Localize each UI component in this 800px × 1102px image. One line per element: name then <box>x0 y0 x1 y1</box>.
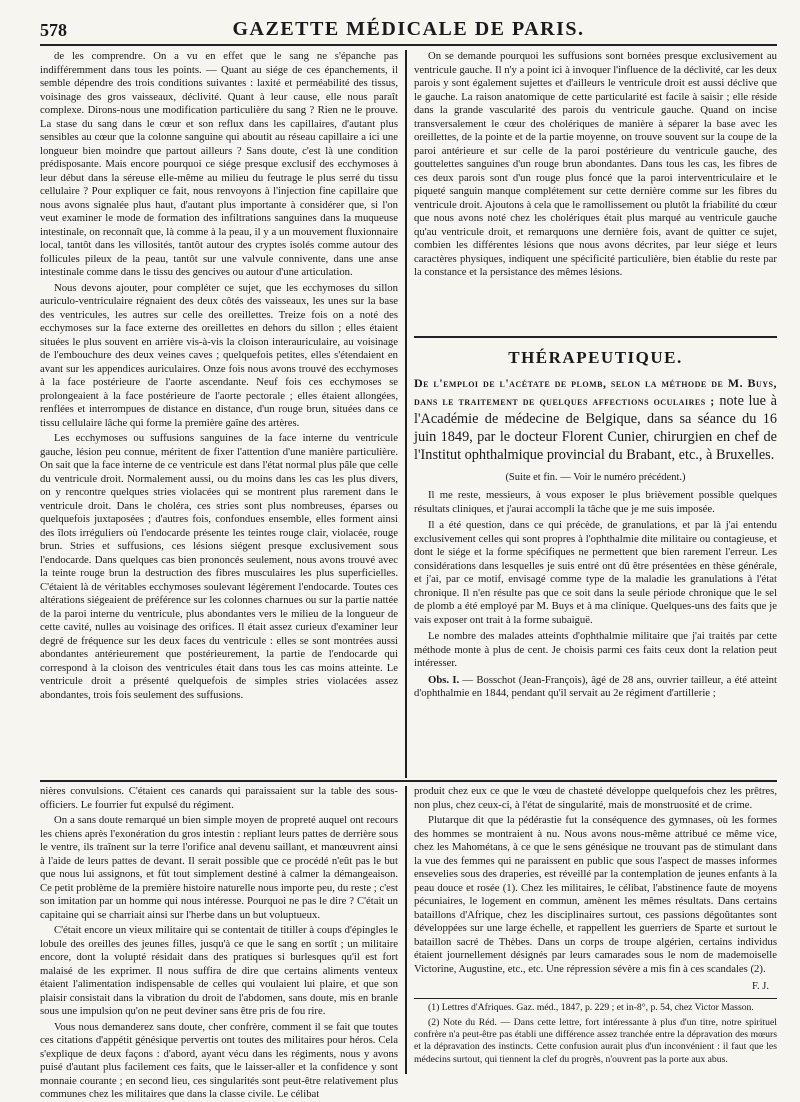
top-left-column <box>40 50 398 780</box>
article-title-rest: note lue à l'Académie de médecine de Belgique, dans sa séance du 16 juin 1849, par le docteur Florent Cunier, chirurgien en chef de l'Institut ophthalmique provincial du Brabant, etc., à Bruxelles. <box>414 393 777 463</box>
column-divider <box>405 50 407 778</box>
continuation-note: (Suite et fin. — Voir le numéro précédent.) <box>505 472 686 483</box>
observation-label: Obs. I. <box>428 673 460 686</box>
top-right-column <box>414 50 777 330</box>
footnote-rule <box>414 998 777 999</box>
page-header <box>40 14 777 46</box>
footnote: (2) Note du Réd. — Dans cette lettre, fort intéressante à plus d'un titre, notre spirituel confrère n'a peut-être pas établi une différence assez tranchée entre la dépravation des mœurs et la dépravation des instincts. Cette confusion aurait plus d'un inconvénient : il faut que les médecins surtout, qui tiennent la clef du progrès, n'ouvrent pas la porte aux abus. <box>414 1016 777 1065</box>
journal-title: GAZETTE MÉDICALE DE PARIS. <box>232 18 585 40</box>
observation <box>414 674 777 701</box>
paragraph: C'était encore un vieux militaire qui se contentait de titiller à coups d'épingles le lobule des oreilles des jeunes filles, jusqu'à ce que le sang en sortît ; un militaire encore, dont la volupté résidait dans des pratiques si burlesques qu'il est fort malaisé de les exprimer. Il nous suffira de dire que certains aliments venteux étaient l'alimentation indispensable de celles qui voulaient lui plaire, et que son plaisir consistait dans la vibration du droit de l'abdomen, sans doute, mis en branle sous une impulsion qu'on ne peut deviner sans être pris de fou rire. <box>40 924 398 1017</box>
column-divider <box>405 786 407 1074</box>
paragraph: On a sans doute remarqué un bien simple moyen de propreté auquel ont recours les chiens après l'exonération du gros intestin : repliant leurs pattes de derrière sous le ventre, ils traînent sur la terre l'orifice anal devenu saillant, et manœuvrent ainsi à l'aide de leurs pattes de devant. Il serait possible que ce procédé n'eût pas le but que nous lui assignons, et fût tout simplement destiné à calmer la démangeaison. Ce petit problème de la première histoire naturelle nous importe peu, du reste ; c'est son imitation par un homme qui nous intéresse. Pourquoi ne pas le dire ? C'était un capitaine qui se charriait ainsi sur l'herbe dans un but voluptueux. <box>40 814 398 921</box>
paragraph: On se demande pourquoi les suffusions sont bornées presque exclusivement au ventricule gauche. Il n'y a point ici à invoquer l'influence de la déclivité, car les deux parois y sont également sujettes et d'ailleurs le ventricule droit est aussi déclive que le gauche. La raison anatomique de cette particularité est facile à saisir ; elle réside dans la grande vascularité des parois du ventricule gauche. Quand on incise transversalement le cœur des cholériques de manière à séparer la base avec les oreillettes, de la pointe et de la partie moyenne, on trouve souvent sur la coupe de la paroi antérieure et sur celle de la paroi postérieure du ventricule gauche, des gouttelettes sanguines d'un rouge brun abondantes. Dans tous les cas, les fibres de ces deux parois sont d'un rouge plus foncé que la paroi interventriculaire et le piqueté sanguin manque complétement sur cette dernière comme sur les fibres du ventricule droit. Ajoutons à cela que le ramollissement ou plutôt la friabilité du cœur que nous avons noté chez les cholériques était plus marqué au ventricule gauche qu'au ventricule droit, et remarquons une dernière fois, avant de quitter ce sujet, combien les différentes lésions que nous avons décrites, par leur siége et leurs caractères physiques, indiquent une spécificité particulière, bien établie du reste par la constance et la persistance des mêmes lésions. <box>414 50 777 278</box>
paragraph: produit chez eux ce que le vœu de chasteté développe quelquefois chez les prêtres, non plus, chez ceux-ci, à l'état de singularité, mais de monstruosité et de crime. <box>414 785 777 811</box>
therapeutics-article <box>414 342 777 778</box>
page-divider <box>40 780 777 782</box>
article-title <box>414 374 777 464</box>
page-number: 578 <box>40 20 67 40</box>
paragraph: Les ecchymoses ou suffusions sanguines de la face interne du ventricule gauche, lésion peu connue, méritent de fixer l'attention d'une manière particulière. On sait que la face interne de ce ventricule est dans l'état normal plus pâle que celle du ventricule droit. Normalement aussi, ou du moins dans les cas les plus divers, on y rencontre quelques stries violacées qui se montrent plus rarement dans le ventricule droit. Dans le choléra, ces stries sont plus nombreuses, éparses ou quelquefois juxtaposées ; d'autres fois, confondues ensemble, elles forment ainsi des îlots irréguliers où l'endocarde présente les teintes rouge clair, violacée, rouge brun. Stries et suffusions, ces lésions siégent presque exclusivement sous l'endocarde. Dans quelques cas bien prononcés seulement, nous avons trouvé avec la teinte rouge brun la destruction des fibres musculaires les plus superficielles. C'étaient là de véritables ecchymoses soulevant légèrement l'endocarde. Toutes ces altérations siégeaient de préférence sur les colonnes charnues ou sur la partie nattée de la paroi interne du ventricule, plus abondantes vers le milieu de la longueur de cette cavité, nulles au voisinage des orifices. Il était assez curieux d'examiner leur degré de fréquence sur les deux faces du ventricule : elles se sont montrées aussi abondantes antérieurement que postérieurement, la partie de l'endocarde qui correspond à la cloison des ventricules était dans tous les cas moins atteinte. Le ventricule droit a présenté quelquefois de simples stries violacées assez abondantes, trois fois seulement des suffusions. <box>40 432 398 701</box>
newspaper-page <box>40 14 777 1100</box>
observation-text: — Bosschot (Jean-François), âgé de 28 ans, ouvrier tailleur, a été atteint d'ophthalmie en 1844, pendant qu'il servait au 2e régiment d'artillerie ; <box>414 673 777 699</box>
paragraph: Vous nous demanderez sans doute, cher confrère, comment il se fait que toutes ces citations d'appétit génésique pervertis ont toutes des militaires pour héros. Cela s'explique de deux façons : d'abord, ayant vécu dans les régiments, nous y avons puisé d'autant plus facilement ces faits, que le laisser-aller et la confidence y sont monnaie courante ; en second lieu, ces singularités sont peut-être relativement plus communes chez les militaires que dans la classe civile. Le célibat <box>40 1020 398 1100</box>
paragraph: Il me reste, messieurs, à vous exposer le plus brièvement possible quelques résultats cliniques, et j'aurai accompli la tâche que je me suis imposée. <box>414 489 777 515</box>
bottom-left-column <box>40 785 398 1100</box>
article-body <box>414 489 777 701</box>
paragraph: Le nombre des malades atteints d'ophthalmie militaire que j'ai traités par cette méthode monte à plus de cent. Je choisis parmi ces faits ceux dont la relation peut intéresser. <box>414 630 777 669</box>
paragraph: Plutarque dit que la pédérastie fut la conséquence des gymnases, où les formes des hommes se montraient à nu. Nous avons nous-même attribué ce même vice, chez les Mahométans, à ce que le sens génésique ne trouvant pas de stimulant dans la vue des femmes qui ne paraissent en public que sous l'aspect de masses informes ensevelies sous des draperies, est réveillé par la contemplation de jeunes enfants à la peau douce et rosée (1). Chez les militaires, le célibat, l'abstinence faute de moyens pécuniaires, le logement en commun, amènent les mêmes résultats. Dans certains bataillons d'Afrique, chez les disciplinaires surtout, ces passions dégoûtantes sont développées sur une large échelle, et rappellent les guerriers de Sparte et surtout le bataillon sacré de Thèbes. Dans un corps de troupe algérien, certains individus étaient journellement désignés par leurs camarades sous le nom de mademoiselle Victorine, Augustine, etc., etc. Une répression sévère a mis fin à ces scandales (2). <box>414 814 777 975</box>
section-title: THÉRAPEUTIQUE. <box>508 348 683 367</box>
footnote: (1) Lettres d'Afriques. Gaz. méd., 1847, p. 229 ; et in-8°, p. 54, chez Victor Masson. <box>428 1001 754 1013</box>
signature: F. J. <box>752 981 769 992</box>
bottom-right-column <box>414 785 777 1075</box>
paragraph: Il a été question, dans ce qui précède, de granulations, et par là j'ai entendu exclusivement celles qui sont propres à l'ophthalmie dite militaire ou contagieuse, et dont le siége et la forme spécifiques ne permettent que bien rarement l'erreur. Les considérations dans lesquelles je suis entré ont dû être présentées en thèse générale, et j'ai, par ce motif, envisagé comme type de la maladie les granulations à l'état chronique. Il n'en résulte pas que ce soit dans la seule période chronique que le sel de plomb a été employé par M. Buys et à ma clinique. Quelques-uns des faits que je vais exposer ont trait à la forme subaiguë. <box>414 519 777 626</box>
section-divider <box>414 336 777 338</box>
paragraph: nières convulsions. C'étaient ces canards qui paraissaient sur la table des sous-officiers. Le fourrier fut expulsé du régiment. <box>40 785 398 811</box>
article-title-lead: De l'emploi de l'acétate de plomb, selon la méthode de M. Buys, dans le traitement de quelques affections oculaires ; <box>414 376 777 408</box>
paragraph: Nous devons ajouter, pour compléter ce sujet, que les ecchymoses du sillon auriculo-ventriculaire régnaient des deux côtés des vaisseaux, les unes sur la base des ventricules, les autres sur celle des oreillettes. Treize fois on a noté des ecchymoses sur la face externe des oreillettes en dehors du sillon ; elles étaient situées le plus souvent en arrière vis-à-vis la cloison interauriculaire, au voisinage de l'embouchure des deux veines caves ; quelquefois petites, elles s'étendaient en avant sur les appendices auriculaires. Onze fois nous avons trouvé des ecchymoses à la face postérieure de l'aorte ascendante. Neuf fois ces ecchymoses se prolongeaient à la face postérieure de l'aorte pectorale ; elles étaient allongées, renflées et interrompues de distance en distance, d'un rouge brun, situées dans ce tissu cellulaire lâche qui forme la première gaîne des artères. <box>40 281 398 429</box>
paragraph: de les comprendre. On a vu en effet que le sang ne s'épanche pas indifféremment dans tous les points. — Quant au siége de ces épanchements, il semble dépendre des trois conditions suivantes : laxité et perméabilité des tissus, voisinage des gros vaisseaux, déclivité. Quant à leur cause, elle nous paraît complexe. Dirons-nous une modification particulière du sang ? Rien ne le prouve. La stase du sang dans le cœur et son reflux dans les capillaires, d'autant plus sensibles au cœur que la colonne sanguine qui aboutit au réseau capillaire a ici une longueur bien moindre que partout ailleurs ? Sans doute, c'est là une condition prédisposante. Mais encore pourquoi ce siége presque exclusif des ecchymoses à leur début dans la séreuse elle-même au milieu du feutrage le plus serré du tissu cellulaire ? Pour expliquer ce fait, nous renvoyons à l'injection fine capillaire que nous avons signalée plus haut, d'autant plus importante à considérer que, si l'on veut examiner le mode de formation des infiltrations sanguines dans la muqueuse intestinale, on reconnaît que, là comme à la peau, il y a un mouvement fluxionnaire local, tantôt dans les villosités, tantôt autour des cryptes isolés comme autour des follicules pileux de la peau, tantôt sur une valvule conniventе, dans une anse intestinale comme dans le tissu des gencives ou autour d'une articulation. <box>40 50 398 278</box>
